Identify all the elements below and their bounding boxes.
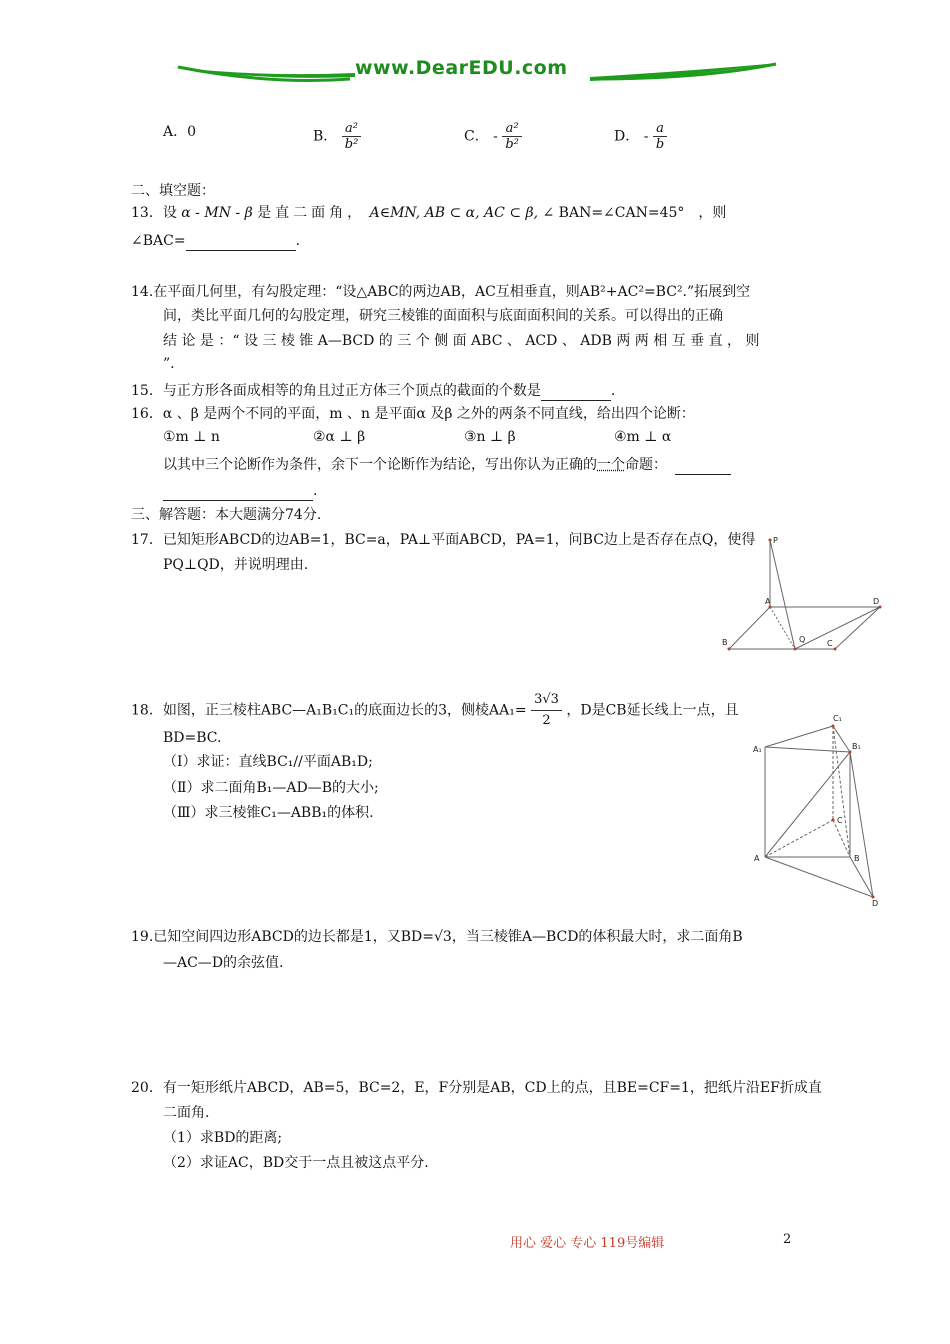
q13-angles: BAN=∠CAN=45° ，则 <box>558 205 727 221</box>
q13-line1 <box>131 203 726 223</box>
choice-b-denominator: b² <box>344 137 359 152</box>
q17-edge-PQ <box>770 540 795 649</box>
q20-part1: （1）求BD的距离; <box>163 1130 283 1146</box>
q14-line4: ”. <box>163 356 175 372</box>
q13-text: 是直二面角， <box>257 205 366 221</box>
q18-edge-BC1 <box>833 726 850 857</box>
q17-label-C: C <box>827 639 833 648</box>
q17-point-B <box>728 648 731 651</box>
q18-label-B1: B₁ <box>852 742 861 751</box>
q18-edge-AB1 <box>765 752 850 857</box>
q17-edge-AQ <box>770 607 795 649</box>
q16-line4 <box>163 481 317 501</box>
choice-c-numerator: a² <box>502 121 522 137</box>
page-number: 2 <box>783 1232 792 1247</box>
choice-b <box>313 121 361 152</box>
choice-d <box>614 121 667 152</box>
q18-edge-B1D <box>850 752 873 897</box>
q13-number: 13．设 <box>131 205 177 221</box>
q15-text: 15．与正方形各面成相等的角且过正方体三个顶点的截面的个数是 <box>131 383 541 399</box>
q16-emphasis: 一个 <box>597 457 625 473</box>
q16-answer-blank-2[interactable] <box>163 486 313 501</box>
q18-part3: （Ⅲ）求三棱锥C₁—ABB₁的体积. <box>163 805 374 821</box>
q20-line2: 二面角. <box>163 1105 210 1121</box>
choice-d-numerator: a <box>653 121 667 137</box>
choice-a: A．0 <box>163 124 197 140</box>
q17-label-D: D <box>873 597 880 606</box>
q13-question: ∠BAC= <box>131 233 186 249</box>
q16-option-1: ①m ⊥ n <box>163 429 220 445</box>
q17-label-A: A <box>765 597 771 606</box>
choice-c-label: C． <box>464 128 489 145</box>
q18-figure <box>745 710 895 910</box>
q14-line2: 间，类比平面几何的勾股定理，研究三棱锥的面面积与底面面积间的关系。可以得出的正确 <box>163 308 723 324</box>
q18-part1: （Ⅰ）求证：直线BC₁//平面AB₁D; <box>163 754 373 770</box>
choice-b-fraction <box>342 121 362 152</box>
choice-d-denominator: b <box>655 137 665 152</box>
q16-period: . <box>313 483 318 499</box>
q18-edge-AD <box>765 857 873 897</box>
q17-label-B: B <box>722 638 728 647</box>
q17-label-Q: Q <box>799 635 806 644</box>
site-banner <box>0 55 950 95</box>
q17-edge-CD <box>835 607 880 649</box>
q19-line1: 19.已知空间四边形ABCD的边长都是1，又BD=√3，当三棱锥A—BCD的体积最大时，求二面角B <box>131 929 743 945</box>
q18-fraction <box>531 690 562 731</box>
q18-point-C1 <box>832 725 835 728</box>
q16-line3 <box>163 455 731 475</box>
q20-line1: 20．有一矩形纸片ABCD，AB=5，BC=2，E，F分别是AB，CD上的点，且BE=CF=1，把纸片沿EF折成直 <box>131 1080 822 1096</box>
choice-d-label: D． <box>614 128 640 145</box>
q18-label-B: B <box>854 854 860 863</box>
q18-label-A1: A₁ <box>753 745 762 754</box>
q17-edge-AB <box>729 607 770 649</box>
q17-point-P <box>769 539 772 542</box>
section-heading-fill-in: 二、填空题： <box>131 183 215 199</box>
q18-label-D: D <box>872 899 879 908</box>
q17-label-P: P <box>773 536 778 545</box>
q18-line2: BD=BC. <box>163 730 222 746</box>
choice-d-sign: - <box>643 128 649 145</box>
choice-c <box>464 121 522 152</box>
section-heading-solutions: 三、解答题：本大题满分74分. <box>131 507 322 523</box>
q18-text-a: 18．如图，正三棱柱ABC—A₁B₁C₁的底面边长的3，侧棱AA₁= <box>131 702 527 719</box>
choice-b-label: B． <box>313 128 338 145</box>
q17-edge-QD <box>795 607 880 649</box>
q18-label-C1: C₁ <box>833 714 842 723</box>
q17-figure <box>715 530 895 660</box>
q15-answer-blank[interactable] <box>541 386 611 401</box>
q16-option-2: ②α ⊥ β <box>313 429 366 445</box>
q13-dihedral: α - MN - β <box>181 205 253 221</box>
q16-instruction: 以其中三个论断作为条件，余下一个论断作为结论，写出你认为正确的 <box>163 457 597 473</box>
choice-b-numerator: a² <box>342 121 362 137</box>
q18-label-A: A <box>754 854 760 863</box>
q15-line <box>131 381 615 401</box>
q18-denominator: 2 <box>542 713 551 728</box>
q18-edge-CB <box>833 820 850 857</box>
q13-answer-blank[interactable] <box>186 236 296 251</box>
q18-label-C: C <box>837 816 843 825</box>
q18-line1 <box>131 690 739 731</box>
q16-option-3: ③n ⊥ β <box>464 429 516 445</box>
choice-d-fraction <box>653 121 667 152</box>
q17-point-Q <box>794 648 797 651</box>
q14-line1: 14.在平面几何里，有勾股定理：“设△ABC的两边AB，AC互相垂直，则AB²+AC²=BC².”拓展到空 <box>131 284 751 300</box>
q18-edge-AC <box>765 820 833 857</box>
q18-edge-A1B1 <box>765 747 850 752</box>
q17-line2: PQ⊥QD，并说明理由. <box>163 557 309 573</box>
q19-line2: —AC—D的余弦值. <box>163 955 284 971</box>
q17-point-C <box>834 648 837 651</box>
q13-line2 <box>131 231 300 251</box>
q16-prompt: 命题： <box>625 457 667 473</box>
q18-edge-A1C1 <box>765 726 833 747</box>
q13-period: . <box>295 233 301 249</box>
site-brand-text: www.DearEDU.com <box>355 57 568 79</box>
q18-point-C <box>832 819 835 822</box>
q16-line1: 16．α 、β 是两个不同的平面，m 、n 是平面α 及β 之外的两条不同直线，给出四个论断： <box>131 406 695 422</box>
q20-part2: （2）求证AC，BD交于一点且被这点平分. <box>163 1155 429 1171</box>
q16-option-4: ④m ⊥ α <box>614 429 672 445</box>
footer-text: 用心 爱心 专心 119号编辑 <box>510 1236 665 1251</box>
q18-numerator: 3√3 <box>531 690 562 711</box>
q15-period: . <box>610 383 616 399</box>
q18-part2: （Ⅱ）求二面角B₁—AD—B的大小; <box>163 780 379 796</box>
q16-answer-blank-1[interactable] <box>675 460 731 475</box>
q18-text-b: ，D是CB延长线上一点，且 <box>566 702 739 719</box>
q14-line3: 结 论 是 ：“ 设 三 棱 锥 A—BCD 的 三 个 侧 面 ABC 、 ACD 、 ADB 两 两 相 互 垂 直 ， 则 <box>163 333 760 349</box>
choice-c-denominator: b² <box>505 137 519 152</box>
choice-c-fraction <box>502 121 522 152</box>
q17-line1: 17．已知矩形ABCD的边AB=1，BC=a，PA⊥平面ABCD，PA=1，问BC边上是否存在点Q，使得 <box>131 532 756 548</box>
q13-conditions: A∈MN, AB ⊂ α, AC ⊂ β, ∠ <box>369 205 555 221</box>
choice-c-sign: - <box>493 128 498 145</box>
